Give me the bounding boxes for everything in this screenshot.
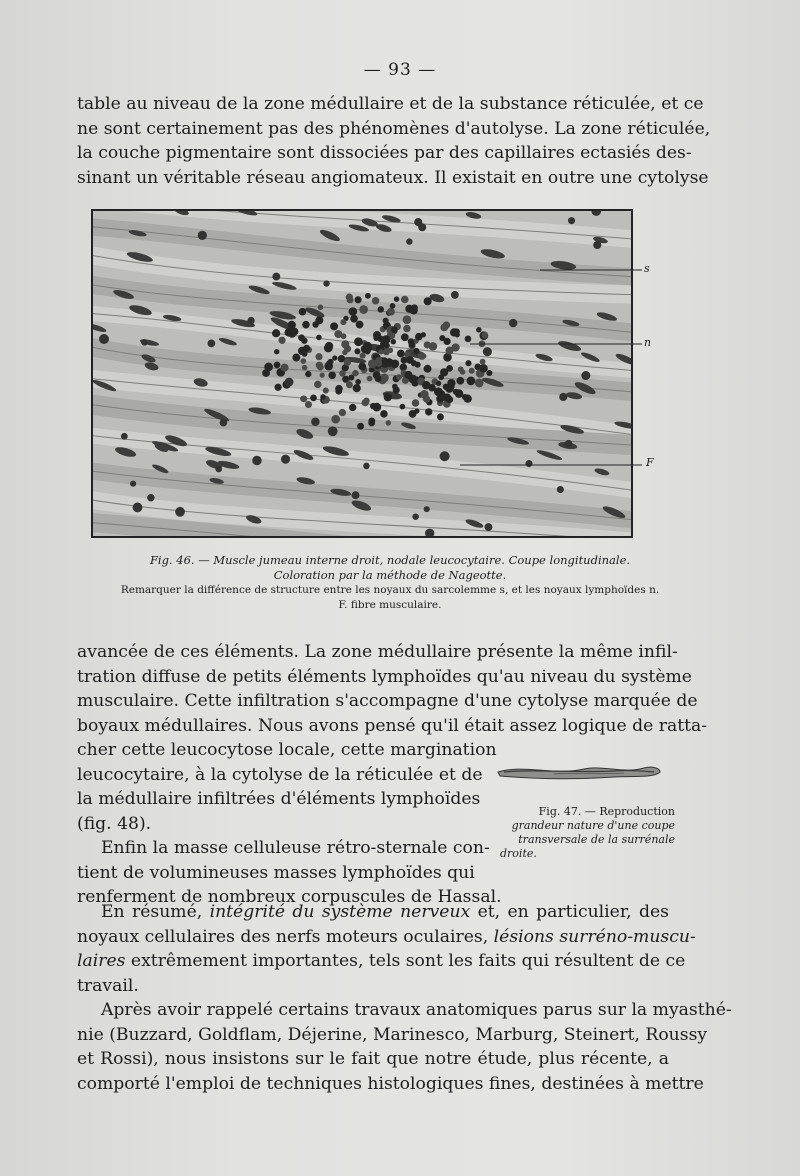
text-run: noyaux cellulaires des nerfs moteurs oculaires, [77, 926, 494, 947]
callout-s: s [644, 262, 650, 275]
text-line: Enfin la masse celluleuse rétro-sternale con- [101, 838, 490, 858]
text-line: cher cette leucocytose locale, cette margination [77, 740, 497, 760]
caption-note: F. fibre musculaire. [338, 599, 442, 611]
text-line: la médullaire infiltrées d'éléments lymphoïdes [77, 789, 481, 809]
text-line: travail. [77, 975, 139, 996]
caption-subtitle: Coloration par la méthode de Nageotte. [273, 568, 507, 582]
caption-line: transversale de la surrénale [518, 833, 675, 846]
text-line: table au niveau de la zone médullaire et de la substance réticulée, et ce [77, 94, 704, 114]
caption-line: grandeur nature d'une coupe [511, 819, 675, 832]
text-line: sinant un véritable réseau angiomateux. Il existait en outre une cytolyse [77, 167, 709, 188]
text-run: extrêmement importantes, tels sont les faits qui résultent de ce [125, 951, 686, 971]
callout-F: F [646, 456, 654, 469]
text-line: et Rossi), nous insistons sur le fait que notre étude, plus récente, a [77, 1049, 669, 1069]
text-line: (fig. 48). [77, 813, 152, 834]
text-run-italic: laires [77, 951, 126, 971]
text-line: musculaire. Cette infiltration s'accompagne d'une cytolyse marquée de [77, 691, 698, 711]
text-line: leucocytaire, à la cytolyse de la réticulée et de [77, 764, 483, 785]
conclusion-paragraph [77, 900, 732, 1096]
text-line: la couche pigmentaire sont dissociées par des capillaires ectasiés des- [77, 143, 692, 163]
page-number: — 93 — [363, 60, 437, 80]
figure-47-illustration [494, 760, 664, 782]
text-line: avancée de ces éléments. La zone médullaire présente la même infil- [77, 642, 678, 662]
text-line: comporté l'emploi de techniques histologiques fines, destinées à mettre [77, 1073, 704, 1094]
text-run: et, en particulier, des [470, 902, 669, 922]
text-run: En résumé, [101, 902, 210, 922]
text-line: tration diffuse de petits éléments lymphoïdes qu'au niveau du système [77, 666, 692, 687]
text-line: tient de volumineuses masses lymphoïdes qui [77, 862, 475, 883]
text-run-italic: lésions surréno-muscu- [493, 926, 696, 947]
text-line: boyaux médullaires. Nous avons pensé qu'il était assez logique de ratta- [77, 715, 708, 736]
caption-note: Remarquer la différence de structure entre les noyaux du sarcolemme s, et les noyaux lymphoïdes n. [120, 584, 660, 596]
text-line [77, 925, 696, 950]
text-line [77, 949, 686, 974]
callout-n: n [644, 336, 652, 349]
caption-line: droite. [500, 847, 537, 860]
text-line: renferment de nombreux corpuscules de Hassal. [77, 887, 502, 907]
figure-47-caption [500, 805, 675, 861]
text-line [77, 900, 669, 925]
text-line: Après avoir rappelé certains travaux anatomiques parus sur la myasthé- [101, 1000, 732, 1020]
figure-46-caption [70, 553, 710, 613]
caption-line: Fig. 47. — Reproduction [538, 805, 675, 818]
text-run-italic: intégrité du système nerveux [209, 902, 471, 922]
text-line: nie (Buzzard, Goldflam, Déjerine, Marinesco, Marburg, Steinert, Roussy [77, 1024, 708, 1045]
caption-title: Fig. 46. — Muscle jumeau interne droit, nodale leucocytaire. Coupe longitudinale. [149, 553, 631, 567]
text-line: ne sont certainement pas des phénomènes d'autolyse. La zone réticulée, [77, 118, 711, 139]
